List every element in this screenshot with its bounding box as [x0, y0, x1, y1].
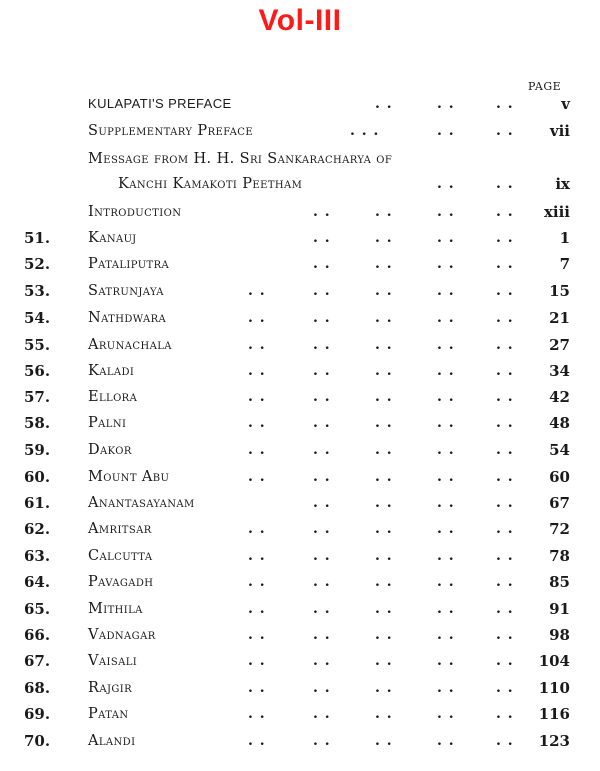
leader-dots: . .	[496, 363, 514, 379]
leader-dots: . .	[375, 548, 393, 564]
toc-title: Palni	[88, 415, 127, 431]
leader-dots: . .	[437, 601, 455, 617]
leader-dots: . .	[496, 680, 514, 696]
leader-dots: . .	[496, 310, 514, 326]
toc-page: 34	[549, 362, 570, 380]
toc-row	[0, 360, 600, 382]
toc-title: Pataliputra	[88, 256, 170, 272]
leader-dots: . .	[375, 469, 393, 485]
chapter-number: 62.	[24, 520, 51, 538]
leader-dots: . .	[496, 204, 514, 220]
leader-dots: . .	[437, 310, 455, 326]
leader-dots: . .	[375, 96, 393, 112]
leader-dots: . .	[375, 230, 393, 246]
page-column-header: PAGE	[528, 80, 562, 93]
leader-dots: . .	[248, 653, 266, 669]
toc-row	[0, 307, 600, 329]
leader-dots: . .	[496, 415, 514, 431]
chapter-number: 60.	[24, 468, 51, 486]
toc-title: Pavagadh	[88, 574, 154, 590]
toc-page: 104	[538, 652, 570, 670]
leader-dots: . .	[496, 469, 514, 485]
volume-title: Vol-III	[258, 4, 342, 37]
leader-dots: . .	[375, 627, 393, 643]
chapter-number: 67.	[24, 652, 51, 670]
leader-dots: . .	[496, 337, 514, 353]
leader-dots: . .	[437, 733, 455, 749]
leader-dots: . .	[248, 521, 266, 537]
chapter-number: 64.	[24, 573, 51, 591]
leader-dots: . .	[496, 389, 514, 405]
chapter-number: 55.	[24, 336, 51, 354]
leader-dots: . .	[375, 733, 393, 749]
leader-dots: . .	[248, 706, 266, 722]
leader-dots: . .	[437, 256, 455, 272]
toc-title: Mount Abu	[88, 469, 170, 485]
leader-dots: . .	[248, 627, 266, 643]
chapter-number: 61.	[24, 494, 51, 512]
leader-dots: . .	[375, 389, 393, 405]
toc-page: 72	[549, 520, 570, 538]
toc-row	[0, 598, 600, 620]
chapter-number: 63.	[24, 547, 51, 565]
toc-row	[0, 466, 600, 488]
leader-dots: . .	[437, 706, 455, 722]
leader-dots: . .	[437, 574, 455, 590]
toc-page: 27	[549, 336, 570, 354]
leader-dots: . .	[375, 574, 393, 590]
chapter-number: 56.	[24, 362, 51, 380]
toc-page: 60	[549, 468, 570, 486]
leader-dots: . .	[313, 363, 331, 379]
toc-title: KULAPATI'S PREFACE	[88, 96, 232, 111]
leader-dots: . .	[248, 574, 266, 590]
toc-page: 7	[559, 255, 570, 273]
leader-dots: . .	[375, 283, 393, 299]
leader-dots: . .	[437, 521, 455, 537]
leader-dots: . .	[437, 230, 455, 246]
toc-title: Introduction	[88, 204, 182, 220]
toc-title: Supplementary Preface	[88, 123, 254, 139]
toc-title: Rajgir	[88, 680, 133, 696]
leader-dots: . .	[496, 653, 514, 669]
toc-page: 67	[549, 494, 570, 512]
leader-dots: . .	[313, 627, 331, 643]
leader-dots: . . .	[350, 123, 380, 139]
toc-row	[0, 518, 600, 540]
toc-row-message	[0, 148, 600, 170]
toc-page: 91	[549, 600, 570, 618]
toc-row	[0, 334, 600, 356]
toc-title: Kaladi	[88, 363, 135, 379]
leader-dots: . .	[313, 574, 331, 590]
chapter-number: 51.	[24, 229, 51, 247]
leader-dots: . .	[313, 680, 331, 696]
leader-dots: . .	[248, 733, 266, 749]
leader-dots: . .	[375, 337, 393, 353]
toc-page: 1	[559, 229, 570, 247]
leader-dots: . .	[437, 176, 455, 192]
toc-row	[0, 439, 600, 461]
toc-row-kulapati-preface	[0, 93, 600, 115]
leader-dots: . .	[375, 442, 393, 458]
leader-dots: . .	[496, 123, 514, 139]
chapter-number: 69.	[24, 705, 51, 723]
leader-dots: . .	[313, 469, 331, 485]
chapter-number: 59.	[24, 441, 51, 459]
leader-dots: . .	[313, 733, 331, 749]
leader-dots: . .	[313, 204, 331, 220]
leader-dots: . .	[437, 204, 455, 220]
leader-dots: . .	[375, 680, 393, 696]
leader-dots: . .	[313, 653, 331, 669]
leader-dots: . .	[313, 601, 331, 617]
leader-dots: . .	[248, 310, 266, 326]
chapter-number: 68.	[24, 679, 51, 697]
chapter-number: 70.	[24, 732, 51, 750]
toc-row	[0, 253, 600, 275]
toc-page: 116	[538, 705, 570, 723]
leader-dots: . .	[375, 310, 393, 326]
toc-title: Message from H. H. Sri Sankaracharya of	[88, 151, 393, 167]
leader-dots: . .	[437, 415, 455, 431]
leader-dots: . .	[496, 442, 514, 458]
leader-dots: . .	[496, 256, 514, 272]
leader-dots: . .	[375, 601, 393, 617]
leader-dots: . .	[375, 495, 393, 511]
toc-row	[0, 677, 600, 699]
leader-dots: . .	[313, 256, 331, 272]
leader-dots: . .	[496, 495, 514, 511]
toc-title: Patan	[88, 706, 129, 722]
toc-row-introduction	[0, 201, 600, 223]
leader-dots: . .	[313, 521, 331, 537]
leader-dots: . .	[437, 337, 455, 353]
toc-page: 21	[549, 309, 570, 327]
chapter-number: 66.	[24, 626, 51, 644]
leader-dots: . .	[375, 521, 393, 537]
leader-dots: . .	[437, 123, 455, 139]
toc-title: Satrunjaya	[88, 283, 164, 299]
toc-title: Vadnagar	[88, 627, 156, 643]
leader-dots: . .	[375, 363, 393, 379]
toc-row	[0, 571, 600, 593]
toc-page: xiii	[543, 203, 570, 221]
toc-page: 48	[549, 414, 570, 432]
leader-dots: . .	[496, 521, 514, 537]
leader-dots: . .	[313, 310, 331, 326]
leader-dots: . .	[437, 283, 455, 299]
leader-dots: . .	[313, 415, 331, 431]
toc-row	[0, 624, 600, 646]
toc-title: Vaisali	[88, 653, 138, 669]
toc-page: 110	[538, 679, 570, 697]
toc-title: Kanauj	[88, 230, 137, 246]
toc-row	[0, 227, 600, 249]
leader-dots: . .	[496, 601, 514, 617]
leader-dots: . .	[375, 415, 393, 431]
leader-dots: . .	[496, 706, 514, 722]
leader-dots: . .	[248, 548, 266, 564]
leader-dots: . .	[437, 495, 455, 511]
leader-dots: . .	[437, 363, 455, 379]
toc-row	[0, 386, 600, 408]
toc-row-supplementary-preface	[0, 120, 600, 142]
leader-dots: . .	[437, 96, 455, 112]
leader-dots: . .	[496, 283, 514, 299]
toc-page: vii	[549, 122, 570, 140]
chapter-number: 57.	[24, 388, 51, 406]
toc-page: 54	[549, 441, 570, 459]
toc-row	[0, 730, 600, 752]
chapter-number: 53.	[24, 282, 51, 300]
toc-row	[0, 703, 600, 725]
leader-dots: . .	[313, 442, 331, 458]
leader-dots: . .	[496, 230, 514, 246]
leader-dots: . .	[496, 548, 514, 564]
leader-dots: . .	[248, 389, 266, 405]
leader-dots: . .	[496, 574, 514, 590]
leader-dots: . .	[496, 627, 514, 643]
toc-page: 98	[549, 626, 570, 644]
leader-dots: . .	[313, 389, 331, 405]
leader-dots: . .	[248, 337, 266, 353]
leader-dots: . .	[313, 337, 331, 353]
toc-page: 78	[549, 547, 570, 565]
toc-title: Dakor	[88, 442, 132, 458]
leader-dots: . .	[496, 733, 514, 749]
leader-dots: . .	[313, 230, 331, 246]
leader-dots: . .	[437, 680, 455, 696]
leader-dots: . .	[313, 706, 331, 722]
toc-title: Calcutta	[88, 548, 153, 564]
leader-dots: . .	[496, 96, 514, 112]
leader-dots: . .	[313, 548, 331, 564]
chapter-number: 52.	[24, 255, 51, 273]
toc-title-continuation: Kanchi Kamakoti Peetham	[118, 176, 303, 192]
toc-row	[0, 545, 600, 567]
leader-dots: . .	[375, 653, 393, 669]
toc-row	[0, 280, 600, 302]
leader-dots: . .	[248, 363, 266, 379]
toc-row-message-cont	[0, 173, 600, 195]
chapter-number: 58.	[24, 414, 51, 432]
toc-row	[0, 492, 600, 514]
leader-dots: . .	[496, 176, 514, 192]
leader-dots: . .	[375, 204, 393, 220]
chapter-number: 65.	[24, 600, 51, 618]
toc-row	[0, 650, 600, 672]
toc-title: Alandi	[88, 733, 136, 749]
leader-dots: . .	[313, 283, 331, 299]
toc-title: Amritsar	[88, 521, 152, 537]
toc-page: 123	[538, 732, 570, 750]
leader-dots: . .	[437, 548, 455, 564]
toc-page: 42	[549, 388, 570, 406]
leader-dots: . .	[437, 442, 455, 458]
leader-dots: . .	[437, 389, 455, 405]
leader-dots: . .	[248, 283, 266, 299]
leader-dots: . .	[437, 469, 455, 485]
leader-dots: . .	[248, 415, 266, 431]
toc-title: Nathdwara	[88, 310, 167, 326]
toc-page: v	[561, 95, 570, 113]
toc-title: Anantasayanam	[88, 495, 195, 511]
leader-dots: . .	[248, 601, 266, 617]
leader-dots: . .	[375, 256, 393, 272]
toc-row	[0, 412, 600, 434]
toc-title: Arunachala	[88, 337, 172, 353]
leader-dots: . .	[248, 680, 266, 696]
leader-dots: . .	[375, 706, 393, 722]
toc-page: 85	[549, 573, 570, 591]
toc-page: 15	[549, 282, 570, 300]
leader-dots: . .	[248, 469, 266, 485]
chapter-number: 54.	[24, 309, 51, 327]
toc-title: Mithila	[88, 601, 143, 617]
leader-dots: . .	[313, 495, 331, 511]
leader-dots: . .	[437, 627, 455, 643]
toc-page: ix	[555, 175, 570, 193]
toc-title: Ellora	[88, 389, 138, 405]
leader-dots: . .	[248, 442, 266, 458]
leader-dots: . .	[437, 653, 455, 669]
